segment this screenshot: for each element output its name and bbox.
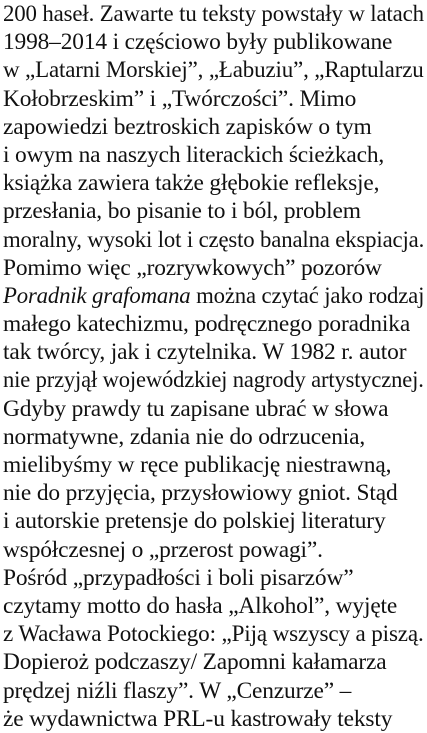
text-line: zapowiedzi beztroskich zapisków o tym <box>3 113 372 140</box>
text-line: książka zawiera także głębokie refleksje, <box>3 170 380 197</box>
text-line: współczesnej o „przerost powagi”. <box>3 536 323 563</box>
text-line: nie przyjął wojewódzkiej nagrody artystycznej. <box>3 367 424 394</box>
text-line: przesłania, bo pisanie to i ból, problem <box>3 198 361 225</box>
text-line: Kołobrzeskim” i „Twórczości”. Mimo <box>3 85 357 112</box>
text-line: Pomimo więc „rozrywkowych” pozorów <box>3 254 382 281</box>
text-line: mielibyśmy w ręce publikację niestrawną, <box>3 452 392 478</box>
text-line <box>3 282 425 310</box>
text-line-rest: można czytać jako rodzaj <box>190 282 425 309</box>
text-line: i autorskie pretensje do polskiej literatury <box>3 508 386 535</box>
text-line: prędzej niźli flaszy”. W „Cenzurze” – <box>3 677 352 704</box>
text-line: moralny, wysoki lot i często banalna ekspiacja. <box>3 226 425 253</box>
body-text <box>3 0 427 733</box>
text-line: 200 haseł. Zawarte tu teksty powstały w latach <box>3 1 424 27</box>
book-title-italic: Poradnik grafomana <box>3 282 191 309</box>
text-line: małego katechizmu, podręcznego poradnika <box>3 311 411 338</box>
text-line: z Wacława Potockiego: „Piją wszyscy a piszą. <box>3 621 424 648</box>
text-line: Dopieroż podczaszy/ Zapomni kałamarza <box>3 649 387 676</box>
text-line: nie do przyjęcia, przysłowiowy gniot. Stąd <box>3 480 398 507</box>
text-line: Pośród „przypadłości i boli pisarzów” <box>3 564 354 591</box>
text-line: tak twórcy, jak i czytelnika. W 1982 r. autor <box>3 339 407 366</box>
text-line: że wydawnictwa PRL-u kastrowały teksty <box>3 705 393 732</box>
text-line: i owym na naszych literackich ścieżkach, <box>3 141 385 168</box>
text-line: 1998–2014 i częściowo były publikowane <box>3 29 393 56</box>
text-line: czytamy motto do hasła „Alkohol”, wyjęte <box>3 592 398 619</box>
text-line: w „Latarni Morskiej”, „Łabuziu”, „Raptularzu <box>3 57 424 84</box>
text-line: Gdyby prawdy tu zapisane ubrać w słowa <box>3 395 389 422</box>
text-line: normatywne, zdania nie do odrzucenia, <box>3 423 366 450</box>
